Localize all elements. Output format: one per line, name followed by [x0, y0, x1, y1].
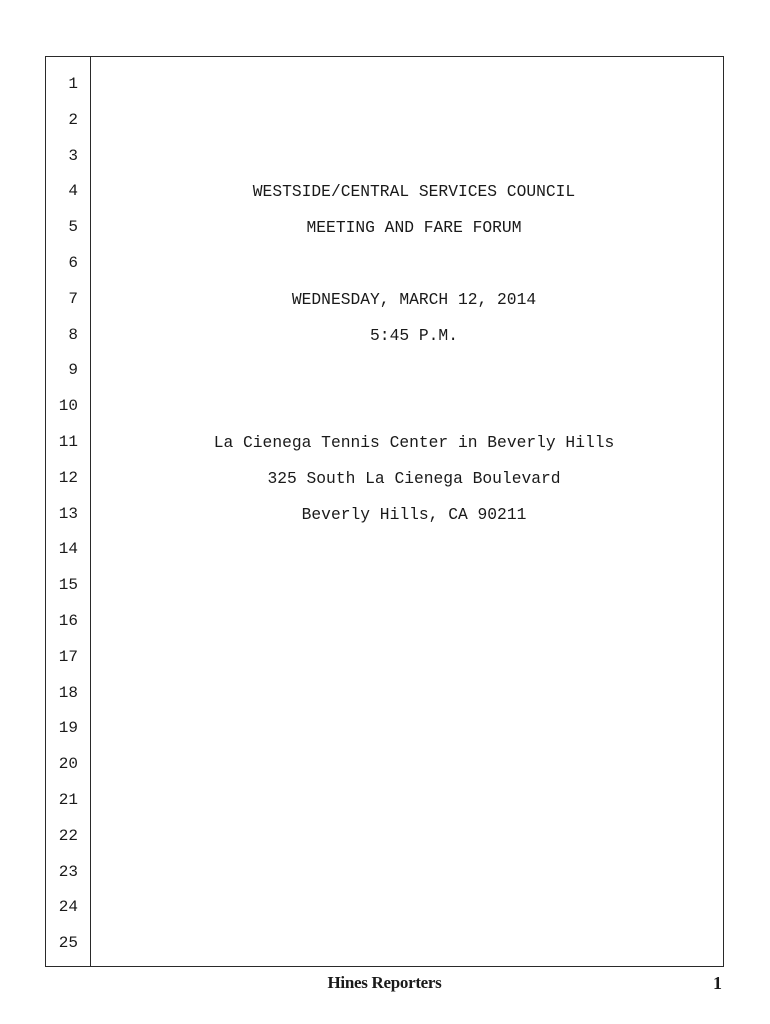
transcript-line — [98, 890, 730, 926]
line-number: 11 — [58, 432, 78, 451]
transcript-line — [98, 103, 730, 139]
line-number: 13 — [58, 504, 78, 523]
line-number: 10 — [58, 397, 78, 416]
transcript-line — [98, 389, 730, 425]
line-number: 19 — [58, 719, 78, 738]
transcript-line: WESTSIDE/CENTRAL SERVICES COUNCIL — [252, 182, 576, 202]
line-number: 18 — [58, 683, 78, 702]
line-number: 2 — [68, 110, 78, 129]
line-number: 21 — [58, 790, 78, 809]
line-number: 17 — [58, 647, 78, 666]
line-number: 3 — [68, 146, 78, 165]
line-number: 4 — [68, 182, 78, 201]
transcript-line — [98, 676, 730, 712]
transcript-line — [98, 855, 730, 891]
transcript-line: La Cienega Tennis Center in Beverly Hills — [213, 432, 615, 452]
line-number: 20 — [58, 755, 78, 774]
line-number: 5 — [68, 218, 78, 237]
line-number: 9 — [68, 361, 78, 380]
line-number: 16 — [58, 611, 78, 630]
transcript-line — [98, 604, 730, 640]
line-number: 24 — [58, 898, 78, 917]
transcript-line: 325 South La Cienega Boulevard — [267, 468, 561, 488]
line-number: 8 — [68, 325, 78, 344]
transcript-line — [98, 246, 730, 282]
reporter-name: Hines Reporters — [327, 973, 442, 992]
page-number: 1 — [713, 973, 722, 993]
line-number: 14 — [58, 540, 78, 559]
transcript-line — [98, 747, 730, 783]
transcript-line — [98, 819, 730, 855]
line-number: 6 — [68, 253, 78, 272]
page-footer — [45, 970, 724, 1000]
line-number: 12 — [58, 468, 78, 487]
line-number: 25 — [58, 934, 78, 953]
transcript-line — [98, 532, 730, 568]
transcript-line — [98, 353, 730, 389]
line-number: 7 — [68, 289, 78, 308]
line-number-column — [45, 67, 90, 962]
transcript-line — [98, 711, 730, 747]
line-number: 15 — [58, 576, 78, 595]
transcript-line: 5:45 P.M. — [370, 325, 458, 345]
transcript-line — [98, 139, 730, 175]
transcript-line: MEETING AND FARE FORUM — [306, 218, 522, 238]
line-number: 23 — [58, 862, 78, 881]
line-number: 22 — [58, 826, 78, 845]
line-number: 1 — [68, 75, 78, 93]
transcript-text-column — [91, 67, 723, 962]
transcript-line — [98, 67, 730, 103]
transcript-line: WEDNESDAY, MARCH 12, 2014 — [291, 289, 537, 309]
transcript-line — [98, 783, 730, 819]
transcript-line — [98, 926, 730, 962]
transcript-line: Beverly Hills, CA 90211 — [301, 504, 527, 524]
transcript-line — [98, 568, 730, 604]
transcript-line — [98, 640, 730, 676]
